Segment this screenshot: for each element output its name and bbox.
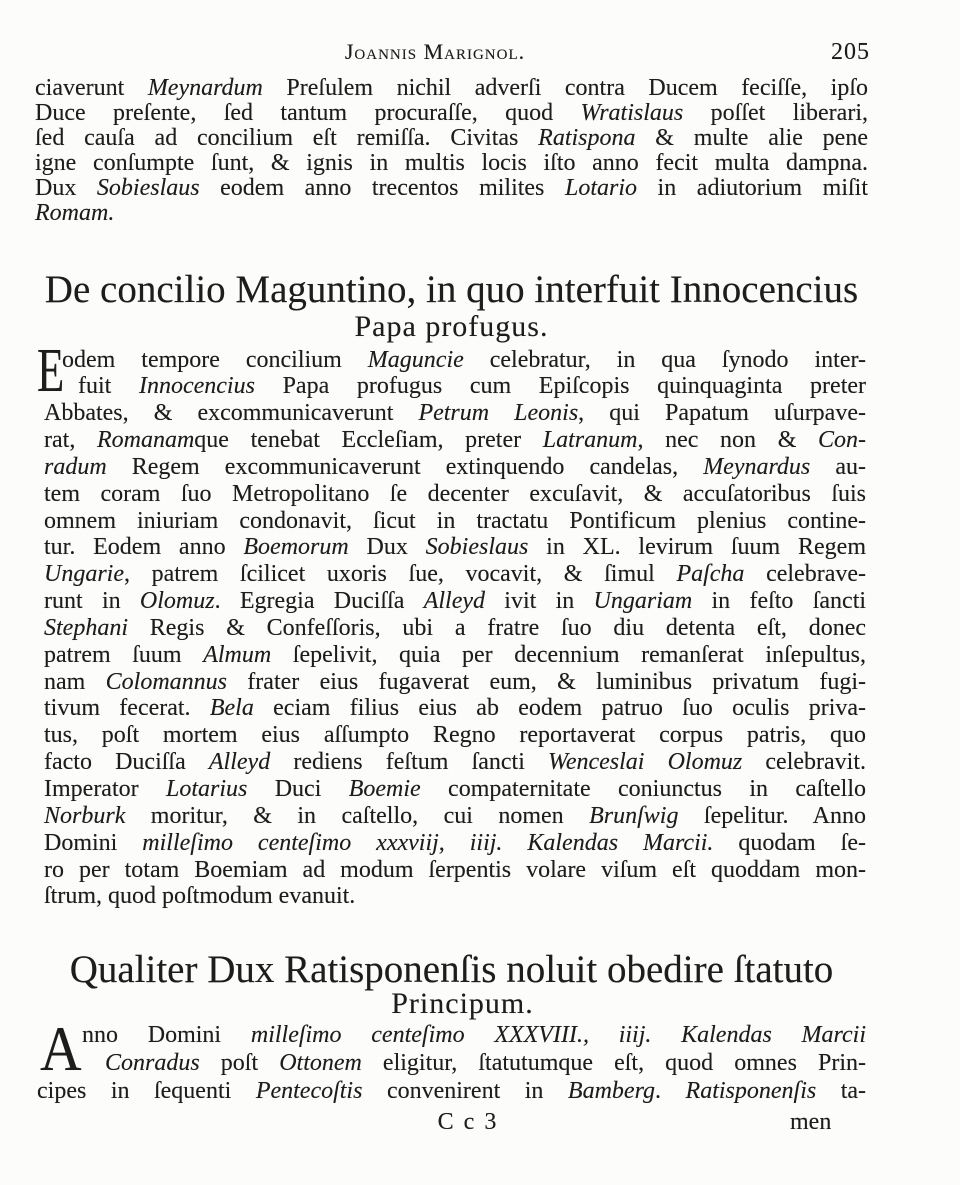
text-run: in adiutorium miſit [637, 174, 869, 201]
text-run: tivum fecerat. [44, 695, 210, 722]
italic-run: Stephani [44, 614, 128, 641]
text-run: moritur, & in caſtello, cui nomen [125, 802, 590, 829]
text-run: Regem excommunicaverunt extinquendo candelas, [106, 453, 704, 480]
italic-run: radum [44, 453, 107, 480]
text-run: runt in [44, 588, 140, 615]
paragraph [35, 76, 868, 226]
italic-run: Boemorum [243, 534, 349, 561]
text-line [44, 776, 866, 803]
paragraph-lines [44, 347, 866, 911]
text-line [35, 126, 868, 151]
italic-run: Ungarie [44, 561, 124, 588]
text-line [44, 427, 866, 454]
text-run: au- [810, 453, 866, 480]
text-line [44, 373, 866, 400]
text-run: , qui Papatum uſurpave- [578, 400, 866, 427]
text-run: eodem anno trecentos milites [199, 174, 565, 201]
text-run: Abbates, & excommunicaverunt [44, 400, 419, 427]
text-line [35, 151, 868, 176]
text-run: rat, [44, 427, 97, 454]
text-run: nam [44, 668, 106, 695]
italic-run: Alleyd [208, 749, 271, 776]
text-run: eligitur, ſtatutumque eſt, quod omnes Prin- [361, 1050, 866, 1076]
text-line [44, 722, 866, 749]
text-run: ro per totam Boemiam ad modum ſerpentis volare viſum eſt quoddam mon- [44, 856, 866, 883]
text-run: ta- [816, 1078, 867, 1104]
text-run: celebravit. [742, 749, 867, 776]
italic-run: Paſcha [676, 561, 745, 588]
heading-subtitle: Papa profugus. [354, 310, 549, 343]
paragraph [37, 336, 867, 911]
drop-cap: A [40, 1013, 82, 1084]
text-line [44, 508, 866, 535]
text-run: Preſulem nichil adverſi contra Ducem feciſſe, ipſo [262, 74, 868, 101]
italic-run: milleſimo centeſimo XXXVIII., iiij. Kalendas Marcii [250, 1022, 866, 1048]
text-line [44, 883, 866, 910]
text-run: eciam filius eius ab eodem patruo ſuo oculis priva- [253, 695, 867, 722]
italic-run: Romanam [96, 427, 195, 454]
text-run: fuit [78, 373, 139, 400]
text-run: tur. Eodem anno [44, 534, 244, 561]
text-line [44, 669, 866, 696]
italic-run: Innocencius [138, 373, 255, 400]
text-run: ſepelitur. Anno [678, 802, 866, 829]
text-run: tus, poſt mortem eius aſſumpto Regno reportaverat corpus patris, quo [44, 722, 866, 749]
italic-run: Almum [203, 641, 272, 668]
text-line [44, 561, 866, 588]
text-run: facto Duciſſa [44, 749, 209, 776]
text-run: que tenebat Eccleſiam, preter [194, 427, 543, 454]
text-line [44, 615, 866, 642]
text-run: igne conſumpte ſunt, & ignis in multis locis iſto anno fecit multa dampna. [35, 149, 868, 176]
italic-run: Bamberg [567, 1078, 656, 1104]
italic-run: Colomannus [105, 668, 227, 695]
text-run: odem tempore concilium [62, 346, 368, 373]
italic-run: Latranum [542, 427, 638, 454]
text-line [44, 588, 866, 615]
text-run: celebrave- [744, 561, 867, 588]
italic-run: Brunſwig [589, 802, 679, 829]
text-line [35, 76, 868, 101]
text-run: nno Domini [82, 1022, 251, 1048]
italic-run: Petrum Leonis [418, 400, 579, 427]
section-heading [35, 270, 868, 344]
text-line [44, 347, 866, 374]
text-run: Duci [247, 776, 349, 802]
italic-run: Sobieslaus [425, 534, 529, 561]
italic-run: Boemie [348, 776, 421, 802]
italic-run: Ottonem [279, 1050, 362, 1076]
italic-run: Alleyd [423, 588, 486, 615]
text-line [37, 1021, 866, 1049]
italic-run: Con- [818, 427, 867, 454]
text-line [44, 400, 866, 427]
text-run: convenirent in [362, 1078, 568, 1104]
text-line [44, 481, 866, 508]
italic-run: milleſimo centeſimo xxxviij, iiij. Kalendas Marcii. [142, 829, 714, 856]
italic-run: Meynardum [147, 74, 263, 101]
italic-run: Ungariam [593, 588, 693, 615]
italic-run: Norburk [44, 802, 126, 829]
text-run: , nec non & [637, 427, 819, 454]
paragraph-lines [35, 76, 868, 226]
text-run: quodam ſe- [713, 829, 866, 856]
text-run: . Egregia Duciſſa [214, 588, 424, 615]
text-line [35, 201, 868, 226]
text-run: Duce preſente, ſed tantum procuraſſe, quod [35, 99, 581, 126]
italic-run: Lotarius [165, 776, 248, 802]
running-head: Joannis Marignol. [344, 39, 526, 64]
text-run: in feſto ſancti [692, 588, 867, 615]
text-run: , patrem ſcilicet uxoris ſue, vocavit, & ſimul [124, 561, 677, 588]
section-heading [35, 950, 868, 1018]
text-line [44, 695, 866, 722]
heading-subtitle: Principum. [391, 987, 534, 1020]
text-run: compaternitate coniunctus in caſtello [420, 776, 867, 802]
italic-run: Meynardus [703, 453, 811, 480]
text-run: tem coram ſuo Metropolitano ſe decenter excuſavit, & accuſatoribus ſuis [44, 480, 866, 507]
text-run: Dux [35, 174, 97, 201]
text-line [44, 830, 866, 857]
italic-run: Bela [209, 695, 254, 722]
paragraph-lines [37, 1021, 866, 1105]
text-line [35, 101, 868, 126]
text-run: ivit in [485, 588, 594, 615]
text-run: Dux [348, 534, 426, 561]
italic-run: Wenceslai Olomuz [548, 749, 743, 776]
text-line [44, 803, 866, 830]
catchword: men [790, 1109, 832, 1135]
text-run: cipes in ſequenti [37, 1078, 256, 1104]
text-run: ſed cauſa ad concilium eſt remiſſa. Civitas [35, 124, 539, 151]
italic-run: Ratispona [538, 124, 636, 151]
text-line [37, 1077, 866, 1105]
italic-run: Sobieslaus [96, 174, 200, 201]
text-line [44, 857, 866, 884]
text-run: patrem ſuum [44, 641, 204, 668]
text-line [44, 454, 866, 481]
text-run: omnem iniuriam condonavit, ſicut in tractatu Pontificum plenius contine- [44, 507, 866, 534]
text-run: poſt [199, 1050, 280, 1076]
italic-run: Romam. [35, 199, 115, 226]
text-run: Imperator [44, 776, 166, 802]
page-number: 205 [831, 39, 870, 65]
text-run: ſepelivit, quia per decennium remanſerat inſepultus, [271, 641, 866, 668]
italic-run: Wratislaus [580, 99, 684, 126]
heading-title: De concilio Maguntino, in quo interfuit Innocencius [44, 268, 859, 311]
italic-run: Maguncie [367, 346, 464, 373]
text-run: ſtrum, quod poſtmodum evanuit. [44, 883, 356, 910]
text-run: poſſet liberari, [683, 99, 868, 126]
text-run: frater eius fugaverat eum, & luminibus privatum fugi- [227, 668, 866, 695]
text-run: & multe alie pene [635, 124, 868, 151]
text-run: ciaverunt [35, 74, 148, 101]
text-line [44, 534, 866, 561]
italic-run: Olomuz [139, 588, 215, 615]
text-run: Regis & Confeſſoris, ubi a fratre ſuo diu detenta eſt, donec [128, 614, 866, 641]
italic-run: Conradus [105, 1050, 200, 1076]
text-run: rediens feſtum ſancti [270, 749, 549, 776]
text-run: celebratur, in qua ſynodo inter- [463, 346, 866, 373]
text-run: . [655, 1078, 686, 1104]
text-line [44, 642, 866, 669]
heading-title: Qualiter Dux Ratisponenſis noluit obedire ſtatuto [69, 948, 834, 991]
text-line [37, 1049, 866, 1077]
text-line [44, 749, 866, 776]
signature-mark: C c 3 [437, 1109, 499, 1135]
italic-run: Ratisponenſis [685, 1078, 817, 1104]
text-run: Domini [44, 829, 143, 856]
italic-run: Lotario [564, 174, 637, 201]
drop-cap: E [37, 336, 65, 405]
text-run: in XL. levirum ſuum Regem [528, 534, 867, 561]
paragraph [37, 1013, 867, 1105]
italic-run: Pentecoſtis [255, 1078, 363, 1104]
text-line [35, 176, 868, 201]
text-run: Papa profugus cum Epiſcopis quinquaginta preter [254, 373, 866, 400]
